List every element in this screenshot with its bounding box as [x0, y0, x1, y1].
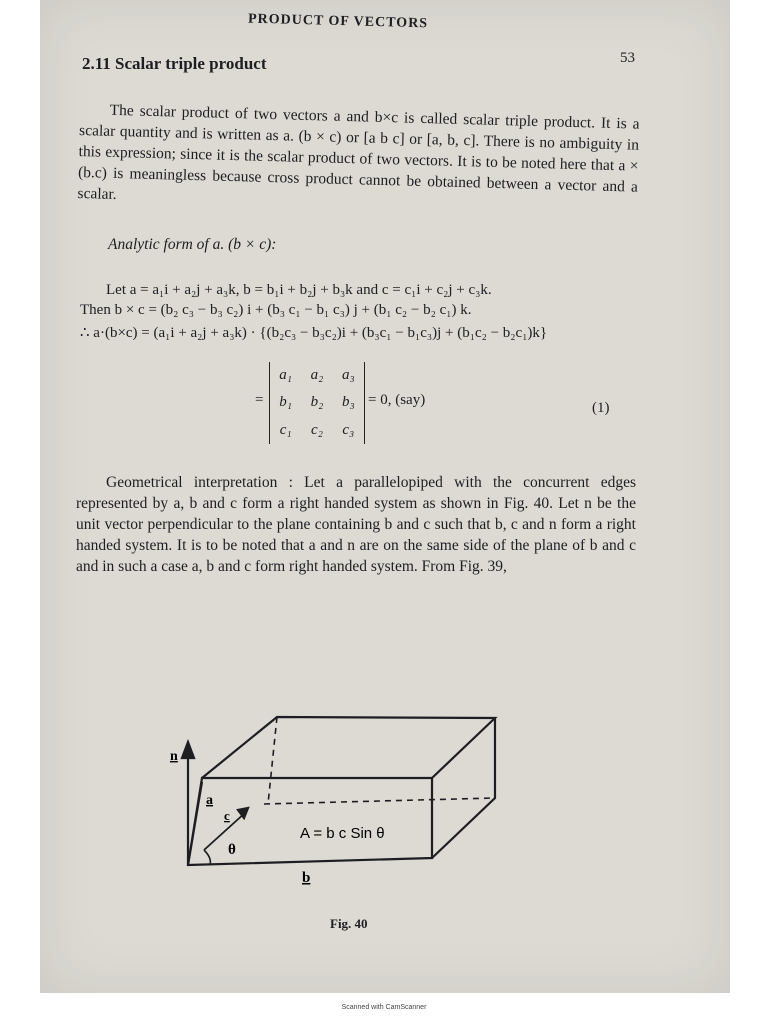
matrix-cell: c₁	[279, 421, 292, 438]
matrix-cell: b₁	[279, 394, 293, 411]
scanner-watermark: Scanned with CamScanner	[341, 1004, 427, 1011]
label-theta: θ	[228, 842, 236, 858]
equation-let: Let a = a₁i + a₂j + a₃k, b = b₁i + b₂j + b₃k and c = c₁i + c₂j + c₃k.	[106, 282, 492, 298]
page-number: 53	[620, 50, 635, 66]
equation-number: (1)	[592, 400, 610, 416]
parallelepiped-figure	[160, 700, 510, 905]
area-formula: A = b c Sin θ	[300, 825, 385, 842]
equation-cross-product: Then b × c = (b₂ c₃ − b₃ c₂) i + (b₃ c₁ − b₁ c₃) j + (b₁ c₂ − b₂ c₁) k.	[80, 302, 472, 318]
parallelepiped-diagram	[160, 700, 510, 900]
equation-dot-product: ∴ a·(b×c) = (a₁i + a₂j + a₃k) · {(b₂c₃ − b₃c₂)i + (b₃c₁ − b₁c₃)j + (b₁c₂ − b₂c₁)k}	[80, 325, 548, 341]
matrix-cell: a₂	[310, 367, 324, 384]
figure-caption: Fig. 40	[330, 916, 368, 931]
section-title: 2.11 Scalar triple product	[82, 54, 267, 73]
determinant-matrix	[269, 362, 365, 444]
matrix-cell: c₂	[311, 421, 323, 438]
subheading-analytic-form: Analytic form of a. (b × c):	[108, 236, 277, 253]
matrix-cell: b₂	[310, 394, 324, 411]
matrix-cell: b₃	[341, 394, 355, 411]
matrix-cell: a₁	[279, 367, 293, 384]
label-a: a	[206, 793, 213, 808]
determinant-result: = 0, (say)	[368, 392, 426, 408]
determinant-equals: =	[255, 392, 264, 408]
running-head: PRODUCT OF VECTORS	[247, 11, 429, 32]
label-c: c	[224, 808, 230, 823]
matrix-cell: c₃	[342, 421, 355, 438]
label-b: b	[302, 870, 311, 886]
paragraph-intro: The scalar product of two vectors a and b×c is called scalar triple product. It is a scalar quantity and is written as a. (b × c) or [a b c] or [a, b, c]. There is no ambiguity in this expression; since it is the scalar product of two vectors. It is to be noted here that a × (b.c) is meaningless because cross product cannot be obtained between a vector and a scalar.	[77, 101, 640, 203]
label-n: n	[170, 749, 178, 764]
paragraph-geometrical: Geometrical interpretation : Let a parallelopiped with the concurrent edges represented by a, b and c form a right handed system as shown in Fig. 40. Let n be the unit vector perpendicular to the plane containing b and c such that b, c and n form a right handed system. It is to be noted that a and n are on the same side of the plane of b and c and in such a case a, b and c form right handed system. From Fig. 39,	[76, 474, 636, 575]
matrix-cell: a₃	[341, 367, 355, 384]
